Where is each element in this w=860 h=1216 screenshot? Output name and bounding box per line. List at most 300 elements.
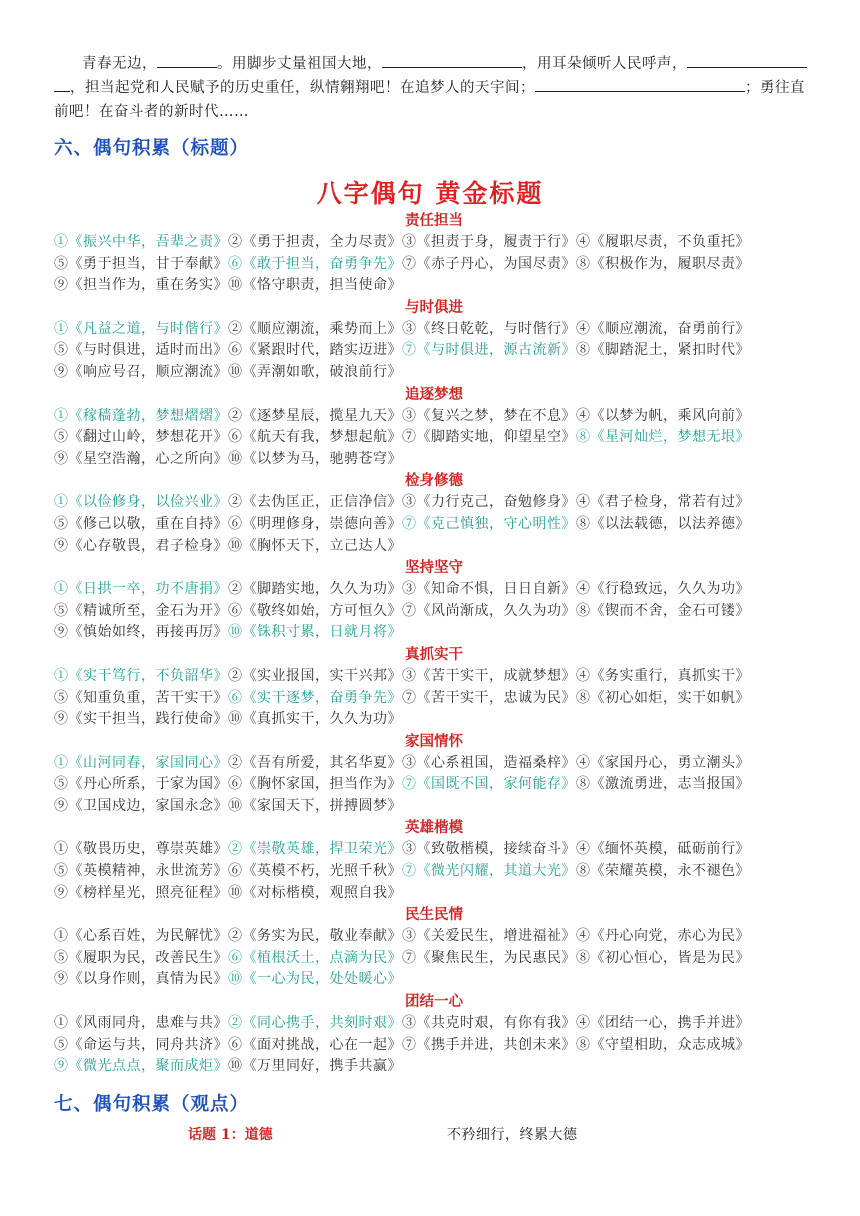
item-text: 《敬终如始，方可恒久》 bbox=[242, 602, 402, 619]
topic-1-text: 不矜细行，终累大德 bbox=[447, 1127, 578, 1143]
couplet-item bbox=[228, 624, 402, 640]
item-number: ⑦ bbox=[402, 776, 417, 793]
couplet-item bbox=[576, 603, 750, 619]
item-text: 《稼穑蓬勃，梦想熠熠》 bbox=[68, 407, 228, 424]
item-text: 《丹心所系，于家为国》 bbox=[68, 776, 228, 793]
couplet-item bbox=[402, 755, 576, 771]
item-number: ⑧ bbox=[576, 255, 591, 272]
couplet-item bbox=[228, 429, 402, 445]
item-number: ① bbox=[54, 754, 69, 771]
item-number: ① bbox=[54, 407, 69, 424]
couplet-item bbox=[228, 538, 402, 554]
fill-blank-5 bbox=[535, 77, 745, 92]
item-text: 《一心为民，处处暖心》 bbox=[242, 971, 402, 988]
couplet-item bbox=[576, 690, 750, 706]
category-heading: 英雄楷模 bbox=[405, 819, 463, 837]
couplet-line bbox=[54, 622, 814, 644]
item-number: ⑥ bbox=[228, 429, 243, 446]
item-number: ⑤ bbox=[54, 342, 69, 359]
item-text: 《实业报国，实干兴邦》 bbox=[242, 667, 402, 684]
item-text: 《以梦为帆，乘风向前》 bbox=[590, 407, 750, 424]
item-text: 《务实为民，敬业奉献》 bbox=[242, 928, 402, 945]
couplet-item bbox=[402, 841, 576, 857]
couplet-line bbox=[54, 579, 814, 601]
item-number: ⑥ bbox=[228, 515, 243, 532]
item-number: ② bbox=[228, 928, 243, 945]
section-7-heading: 七、偶句积累（观点） bbox=[54, 1094, 250, 1115]
couplet-item bbox=[54, 711, 228, 727]
couplet-line bbox=[54, 796, 814, 818]
item-text: 《凡益之道，与时偕行》 bbox=[68, 320, 228, 337]
couplet-line bbox=[54, 449, 814, 471]
couplet-item bbox=[54, 971, 228, 987]
item-text: 《逐梦星辰，揽星九天》 bbox=[242, 407, 402, 424]
item-number: ⑥ bbox=[228, 602, 243, 619]
item-number: ⑧ bbox=[576, 515, 591, 532]
item-text: 《实干笃行，不负韶华》 bbox=[68, 667, 228, 684]
item-number: ② bbox=[228, 754, 243, 771]
couplet-item bbox=[228, 364, 402, 380]
item-text: 《顺应潮流，奋勇前行》 bbox=[590, 320, 750, 337]
item-text: 《复兴之梦，梦在不息》 bbox=[416, 407, 576, 424]
intro-paragraph bbox=[54, 52, 814, 124]
item-number: ⑧ bbox=[576, 602, 591, 619]
couplet-item bbox=[576, 516, 750, 532]
item-number: ⑨ bbox=[54, 277, 69, 294]
item-number: ③ bbox=[402, 581, 417, 598]
item-number: ⑩ bbox=[228, 1058, 243, 1075]
item-number: ⑩ bbox=[228, 624, 243, 641]
couplet-item bbox=[54, 798, 228, 814]
couplet-item bbox=[228, 234, 402, 250]
item-text: 《共克时艰，有你有我》 bbox=[416, 1015, 576, 1032]
couplet-line bbox=[54, 883, 814, 905]
couplet-item bbox=[402, 950, 576, 966]
item-number: ⑤ bbox=[54, 515, 69, 532]
couplet-line bbox=[54, 536, 814, 558]
item-text: 《修己以敬，重在自持》 bbox=[68, 515, 228, 532]
couplet-line bbox=[54, 340, 814, 362]
item-number: ⑥ bbox=[228, 1036, 243, 1053]
item-number: ② bbox=[228, 320, 243, 337]
couplet-item bbox=[54, 624, 228, 640]
item-number: ① bbox=[54, 581, 69, 598]
item-text: 《克己慎独，守心明性》 bbox=[416, 515, 576, 532]
item-text: 《务实重行，真抓实干》 bbox=[590, 667, 750, 684]
couplet-item bbox=[576, 841, 750, 857]
fill-blank-4 bbox=[54, 77, 70, 92]
couplet-item bbox=[576, 863, 750, 879]
couplet-item bbox=[54, 776, 228, 792]
item-number: ⑩ bbox=[228, 797, 243, 814]
couplet-item bbox=[228, 321, 402, 337]
couplet-line bbox=[54, 753, 814, 775]
item-text: 《赤子丹心，为国尽责》 bbox=[416, 255, 576, 272]
couplet-groups bbox=[54, 210, 814, 1078]
couplet-item bbox=[228, 1058, 402, 1074]
item-text: 《初心如炬，实干如帆》 bbox=[590, 689, 750, 706]
couplet-item bbox=[402, 494, 576, 510]
couplet-group bbox=[54, 384, 814, 471]
couplet-item bbox=[576, 321, 750, 337]
item-text: 《担当作为，重在务实》 bbox=[68, 277, 228, 294]
item-text: 《行稳致远，久久为功》 bbox=[590, 581, 750, 598]
couplet-item bbox=[576, 776, 750, 792]
item-number: ⑦ bbox=[402, 429, 417, 446]
couplet-line bbox=[54, 861, 814, 883]
item-text: 《力行克己，奋勉修身》 bbox=[416, 494, 576, 511]
item-number: ② bbox=[228, 234, 243, 250]
item-number: ③ bbox=[402, 234, 417, 250]
item-text: 《敢于担当，奋勇争先》 bbox=[242, 255, 402, 272]
item-number: ② bbox=[228, 841, 243, 858]
couplet-item bbox=[402, 1015, 576, 1031]
item-text: 《脚踏泥土，紧扣时代》 bbox=[590, 342, 750, 359]
intro-text-4: ，担当起党和人民赋予的历史重任，纵情翱翔吧！在追梦人的天宇间； bbox=[70, 80, 535, 96]
item-number: ⑧ bbox=[576, 689, 591, 706]
item-number: ① bbox=[54, 494, 69, 511]
couplet-item bbox=[228, 711, 402, 727]
item-text: 《胸怀天下，立己达人》 bbox=[242, 537, 402, 554]
couplet-line bbox=[54, 362, 814, 384]
couplet-line bbox=[54, 969, 814, 991]
couplet-item bbox=[228, 841, 402, 857]
couplet-item bbox=[402, 581, 576, 597]
couplet-item bbox=[402, 1037, 576, 1053]
item-text: 《国既不国，家何能存》 bbox=[416, 776, 576, 793]
item-text: 《缅怀英模，砥砺前行》 bbox=[590, 841, 750, 858]
item-number: ⑧ bbox=[576, 429, 591, 446]
item-number: ⑨ bbox=[54, 537, 69, 554]
item-number: ⑦ bbox=[402, 255, 417, 272]
couplet-item bbox=[54, 885, 228, 901]
couplet-item bbox=[228, 971, 402, 987]
item-text: 《胸怀家国，担当作为》 bbox=[242, 776, 402, 793]
couplet-item bbox=[54, 1037, 228, 1053]
couplet-item bbox=[576, 234, 750, 250]
item-number: ⑨ bbox=[54, 363, 69, 380]
item-text: 《脚踏实地，仰望星空》 bbox=[416, 429, 576, 446]
item-number: ⑩ bbox=[228, 884, 243, 901]
item-number: ③ bbox=[402, 928, 417, 945]
couplet-item bbox=[54, 863, 228, 879]
item-text: 《勇于担当，甘于奉献》 bbox=[68, 255, 228, 272]
item-number: ⑧ bbox=[576, 342, 591, 359]
item-text: 《铢积寸累，日就月将》 bbox=[242, 624, 402, 641]
couplet-item bbox=[54, 1015, 228, 1031]
item-text: 《弄潮如歌，破浪前行》 bbox=[242, 363, 402, 380]
couplet-line bbox=[54, 406, 814, 428]
item-text: 《激流勇进，志当报国》 bbox=[590, 776, 750, 793]
couplet-item bbox=[54, 234, 228, 250]
item-number: ⑤ bbox=[54, 949, 69, 966]
item-number: ⑥ bbox=[228, 776, 243, 793]
item-text: 《心系祖国，造福桑梓》 bbox=[416, 754, 576, 771]
item-number: ③ bbox=[402, 320, 417, 337]
couplet-item bbox=[228, 494, 402, 510]
couplet-group bbox=[54, 644, 814, 731]
couplet-item bbox=[402, 408, 576, 424]
couplet-item bbox=[402, 256, 576, 272]
item-number: ③ bbox=[402, 667, 417, 684]
item-number: ① bbox=[54, 234, 69, 250]
couplet-item bbox=[54, 277, 228, 293]
item-text: 《致敬楷模，接续奋斗》 bbox=[416, 841, 576, 858]
item-number: ⑤ bbox=[54, 602, 69, 619]
item-text: 《丹心向党，赤心为民》 bbox=[590, 928, 750, 945]
item-number: ⑤ bbox=[54, 255, 69, 272]
couplet-item bbox=[54, 256, 228, 272]
couplet-item bbox=[576, 1015, 750, 1031]
couplet-item bbox=[54, 494, 228, 510]
couplet-item bbox=[228, 603, 402, 619]
couplet-item bbox=[402, 690, 576, 706]
item-number: ③ bbox=[402, 754, 417, 771]
item-text: 《实干担当，践行使命》 bbox=[68, 711, 228, 728]
item-number: ① bbox=[54, 1015, 69, 1032]
item-text: 《响应号召，顺应潮流》 bbox=[68, 363, 228, 380]
item-text: 《微光点点，聚而成炬》 bbox=[68, 1058, 228, 1075]
category-heading: 与时俱进 bbox=[405, 298, 463, 316]
item-text: 《紧跟时代，踏实迈进》 bbox=[242, 342, 402, 359]
couplet-item bbox=[576, 342, 750, 358]
item-number: ④ bbox=[576, 667, 591, 684]
item-text: 《命运与共，同舟共济》 bbox=[68, 1036, 228, 1053]
item-text: 《积极作为，履职尽责》 bbox=[590, 255, 750, 272]
couplet-group bbox=[54, 210, 814, 297]
category-heading: 家国情怀 bbox=[405, 732, 463, 750]
item-text: 《以身作则，真情为民》 bbox=[68, 971, 228, 988]
couplet-item bbox=[228, 516, 402, 532]
item-number: ④ bbox=[576, 407, 591, 424]
item-number: ② bbox=[228, 667, 243, 684]
item-number: ⑤ bbox=[54, 863, 69, 880]
item-number: ⑥ bbox=[228, 863, 243, 880]
item-text: 《敬畏历史，尊崇英雄》 bbox=[68, 841, 228, 858]
couplet-line bbox=[54, 1056, 814, 1078]
item-number: ④ bbox=[576, 320, 591, 337]
couplet-line bbox=[54, 1013, 814, 1035]
item-number: ⑨ bbox=[54, 884, 69, 901]
couplet-item bbox=[576, 256, 750, 272]
item-text: 《明理修身，崇德向善》 bbox=[242, 515, 402, 532]
couplet-item bbox=[228, 928, 402, 944]
category-heading: 检身修德 bbox=[405, 472, 463, 490]
couplet-item bbox=[228, 342, 402, 358]
item-text: 《精诚所至，金石为开》 bbox=[68, 602, 228, 619]
couplet-line bbox=[54, 319, 814, 341]
couplet-item bbox=[54, 603, 228, 619]
couplet-item bbox=[402, 429, 576, 445]
item-number: ⑩ bbox=[228, 971, 243, 988]
couplet-item bbox=[228, 885, 402, 901]
item-number: ⑦ bbox=[402, 949, 417, 966]
item-number: ③ bbox=[402, 841, 417, 858]
item-number: ⑨ bbox=[54, 797, 69, 814]
item-number: ③ bbox=[402, 407, 417, 424]
couplet-group bbox=[54, 297, 814, 384]
couplet-group bbox=[54, 731, 814, 818]
item-number: ④ bbox=[576, 928, 591, 945]
couplet-line bbox=[54, 709, 814, 731]
item-number: ④ bbox=[576, 494, 591, 511]
item-text: 《团结一心，携手并进》 bbox=[590, 1015, 750, 1032]
couplet-item bbox=[228, 798, 402, 814]
couplet-item bbox=[576, 429, 750, 445]
item-text: 《聚焦民生，为民惠民》 bbox=[416, 949, 576, 966]
item-text: 《以俭修身，以俭兴业》 bbox=[68, 494, 228, 511]
couplet-item bbox=[54, 581, 228, 597]
main-title: 八字偶句 黄金标题 bbox=[316, 179, 544, 208]
item-text: 《初心恒心，皆是为民》 bbox=[590, 949, 750, 966]
couplet-line bbox=[54, 688, 814, 710]
couplet-line bbox=[54, 839, 814, 861]
couplet-item bbox=[228, 581, 402, 597]
couplet-group bbox=[54, 904, 814, 991]
item-text: 《君子检身，常若有过》 bbox=[590, 494, 750, 511]
item-text: 《守望相助，众志成城》 bbox=[590, 1036, 750, 1053]
couplet-item bbox=[576, 581, 750, 597]
couplet-item bbox=[402, 668, 576, 684]
section-6-heading: 六、偶句积累（标题） bbox=[54, 138, 250, 159]
couplet-item bbox=[402, 776, 576, 792]
couplet-item bbox=[576, 1037, 750, 1053]
couplet-item bbox=[54, 668, 228, 684]
item-text: 《心系百姓，为民解忧》 bbox=[68, 928, 228, 945]
item-text: 《实干逐梦，奋勇争先》 bbox=[242, 689, 402, 706]
item-number: ⑥ bbox=[228, 949, 243, 966]
item-text: 《履职为民，改善民生》 bbox=[68, 949, 228, 966]
fill-blank-2 bbox=[382, 53, 522, 68]
item-number: ⑦ bbox=[402, 602, 417, 619]
intro-text-5: ；勇往直前吧！在奋斗者的新时代…… bbox=[54, 80, 805, 120]
couplet-item bbox=[402, 342, 576, 358]
couplet-item bbox=[228, 256, 402, 272]
couplet-item bbox=[402, 603, 576, 619]
item-number: ⑧ bbox=[576, 776, 591, 793]
item-number: ② bbox=[228, 407, 243, 424]
category-heading: 民生民情 bbox=[405, 906, 463, 924]
item-text: 《万里同好，携手共赢》 bbox=[242, 1058, 402, 1075]
couplet-item bbox=[576, 408, 750, 424]
couplet-item bbox=[402, 863, 576, 879]
item-text: 《去伪匡正，正信净信》 bbox=[242, 494, 402, 511]
item-number: ④ bbox=[576, 841, 591, 858]
couplet-line bbox=[54, 427, 814, 449]
item-number: ⑦ bbox=[402, 342, 417, 359]
item-number: ④ bbox=[576, 1015, 591, 1032]
couplet-item bbox=[228, 1015, 402, 1031]
item-number: ⑦ bbox=[402, 1036, 417, 1053]
item-text: 《苦干实干，成就梦想》 bbox=[416, 667, 576, 684]
item-text: 《振兴中华，吾辈之责》 bbox=[68, 234, 228, 250]
couplet-line bbox=[54, 254, 814, 276]
couplet-item bbox=[402, 516, 576, 532]
item-text: 《真抓实干，久久为功》 bbox=[242, 711, 402, 728]
couplet-item bbox=[54, 364, 228, 380]
couplet-line bbox=[54, 601, 814, 623]
item-text: 《航天有我，梦想起航》 bbox=[242, 429, 402, 446]
couplet-item bbox=[576, 668, 750, 684]
couplet-group bbox=[54, 991, 814, 1078]
item-text: 《面对挑战，心在一起》 bbox=[242, 1036, 402, 1053]
couplet-item bbox=[228, 776, 402, 792]
couplet-item bbox=[54, 928, 228, 944]
item-number: ① bbox=[54, 928, 69, 945]
item-text: 《以法载德，以法养德》 bbox=[590, 515, 750, 532]
topic-1-label: 话题 1：道德 bbox=[188, 1127, 273, 1143]
item-number: ⑨ bbox=[54, 624, 69, 641]
item-text: 《慎始如终，再接再厉》 bbox=[68, 624, 228, 641]
item-text: 《对标楷模，观照自我》 bbox=[242, 884, 402, 901]
fill-blank-3 bbox=[687, 53, 807, 68]
intro-text-1: 青春无边， bbox=[82, 56, 157, 72]
couplet-item bbox=[54, 408, 228, 424]
intro-text-2: 。用脚步丈量祖国大地， bbox=[217, 56, 382, 72]
couplet-item bbox=[54, 755, 228, 771]
couplet-item bbox=[228, 755, 402, 771]
item-text: 《与时俱进，源古流新》 bbox=[416, 342, 576, 359]
couplet-group bbox=[54, 470, 814, 557]
couplet-item bbox=[54, 342, 228, 358]
item-number: ⑤ bbox=[54, 689, 69, 706]
item-text: 《山河同春，家国同心》 bbox=[68, 754, 228, 771]
fill-blank-1 bbox=[157, 53, 217, 68]
couplet-item bbox=[228, 451, 402, 467]
item-text: 《家国丹心，勇立潮头》 bbox=[590, 754, 750, 771]
item-number: ⑤ bbox=[54, 776, 69, 793]
item-number: ⑧ bbox=[576, 863, 591, 880]
item-text: 《恪守职责，担当使命》 bbox=[242, 277, 402, 294]
couplet-line bbox=[54, 492, 814, 514]
item-text: 《苦干实干，忠诚为民》 bbox=[416, 689, 576, 706]
couplet-item bbox=[402, 234, 576, 250]
couplet-item bbox=[228, 863, 402, 879]
item-number: ④ bbox=[576, 234, 591, 250]
item-text: 《风雨同舟，患难与共》 bbox=[68, 1015, 228, 1032]
item-text: 《携手并进，共创未来》 bbox=[416, 1036, 576, 1053]
category-heading: 追逐梦想 bbox=[405, 385, 463, 403]
item-number: ⑩ bbox=[228, 537, 243, 554]
couplet-item bbox=[54, 841, 228, 857]
item-text: 《吾有所爱，其名华夏》 bbox=[242, 754, 402, 771]
couplet-line bbox=[54, 926, 814, 948]
item-text: 《顺应潮流，乘势而上》 bbox=[242, 320, 402, 337]
couplet-line bbox=[54, 514, 814, 536]
item-number: ⑩ bbox=[228, 277, 243, 294]
item-number: ⑩ bbox=[228, 711, 243, 728]
intro-text-3: ，用耳朵倾听人民呼声， bbox=[522, 56, 687, 72]
item-text: 《日拱一卒，功不唐捐》 bbox=[68, 581, 228, 598]
item-text: 《知命不惧，日日自新》 bbox=[416, 581, 576, 598]
category-heading: 坚持坚守 bbox=[405, 559, 463, 577]
couplet-item bbox=[576, 494, 750, 510]
couplet-item bbox=[54, 429, 228, 445]
item-number: ⑥ bbox=[228, 342, 243, 359]
item-number: ③ bbox=[402, 494, 417, 511]
couplet-item bbox=[228, 690, 402, 706]
item-text: 《星空浩瀚，心之所向》 bbox=[68, 450, 228, 467]
item-number: ① bbox=[54, 320, 69, 337]
couplet-item bbox=[54, 690, 228, 706]
item-text: 《英模不朽，光照千秋》 bbox=[242, 863, 402, 880]
item-number: ① bbox=[54, 667, 69, 684]
item-text: 《微光闪耀，其道大光》 bbox=[416, 863, 576, 880]
item-text: 《勇于担责，全力尽责》 bbox=[242, 234, 402, 250]
item-text: 《家国天下，拼搏圆梦》 bbox=[242, 797, 402, 814]
couplet-line bbox=[54, 275, 814, 297]
item-text: 《与时俱进，适时而出》 bbox=[68, 342, 228, 359]
